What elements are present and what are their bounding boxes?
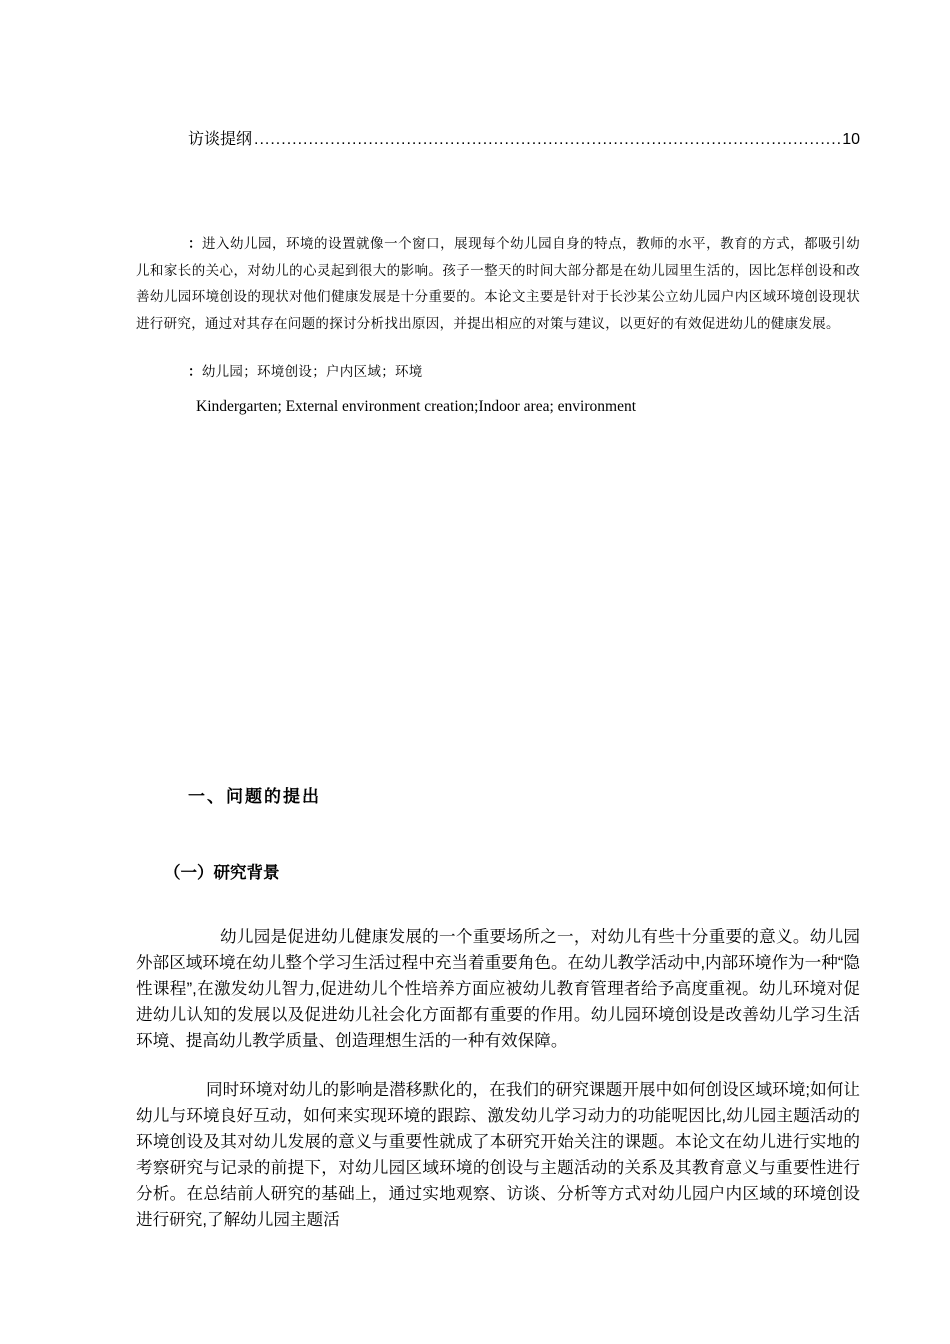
body-paragraph-1: 幼儿园是促进幼儿健康发展的一个重要场所之一，对幼儿有些十分重要的意义。幼儿园外部区域环境在幼儿整个学习生活过程中充当着重要角色。在幼儿教学活动中,内部环境作为一种“隐性课程”,在激发幼儿智力,促进幼儿个性培养方面应被幼儿教育管理者给予高度重视。幼儿环境对促进幼儿认知的发展以及促进幼儿社会化方面都有重要的作用。幼儿园环境创设是改善幼儿学习生活环境、提高幼儿教学质量、创造理想生活的一种有效保障。 xyxy=(136,927,860,1050)
toc-leader-dots xyxy=(254,131,840,149)
keywords-colon: ： xyxy=(188,364,202,380)
toc-entry-label: 访谈提纲 xyxy=(188,131,253,148)
subsection-heading: （一）研究背景 xyxy=(164,864,280,882)
abstract-colon: ： xyxy=(188,236,203,252)
body-paragraph-2: 同时环境对幼儿的影响是潜移默化的，在我们的研究课题开展中如何创设区域环境;如何让幼儿与环境良好互动，如何来实现环境的跟踪、激发幼儿学习动力的功能呢因比,幼儿园主题活动的环境创设及其对幼儿发展的意义与重要性就成了本研究开始关注的课题。本论文在幼儿进行实地的考察研究与记录的前提下，对幼儿园区域环境的创设与主题活动的关系及其教育意义与重要性进行分析。在总结前人研究的基础上，通过实地观察、访谈、分析等方式对幼儿园户内区域的环境创设进行研究,了解幼儿园主题活 xyxy=(136,1080,860,1229)
keywords-line xyxy=(188,360,423,384)
abstract-paragraph xyxy=(136,231,860,337)
keywords-text: 幼儿园；环境创设；户内区域；环境 xyxy=(201,364,423,380)
abstract-text: 进入幼儿园，环境的设置就像一个窗口，展现每个幼儿园自身的特点，教师的水平，教育的方式，都吸引幼儿和家长的关心，对幼儿的心灵起到很大的影响。孩子一整天的时间大部分都是在幼儿园里生活的，因比怎样创设和改善幼儿园环境创设的现状对他们健康发展是十分重要的。本论文主要是针对于长沙某公立幼儿园户内区域环境创设现状进行研究，通过对其存在问题的探讨分析找出原因，并提出相应的对策与建议，以更好的有效促进幼儿的健康发展。 xyxy=(136,236,860,332)
section-heading: 一、问题的提出 xyxy=(188,787,321,807)
keywords-english: Kindergarten; External environment creation;Indoor area; environment xyxy=(196,398,637,415)
toc-page-number: 10 xyxy=(842,131,860,148)
toc-entry[interactable] xyxy=(188,126,860,149)
